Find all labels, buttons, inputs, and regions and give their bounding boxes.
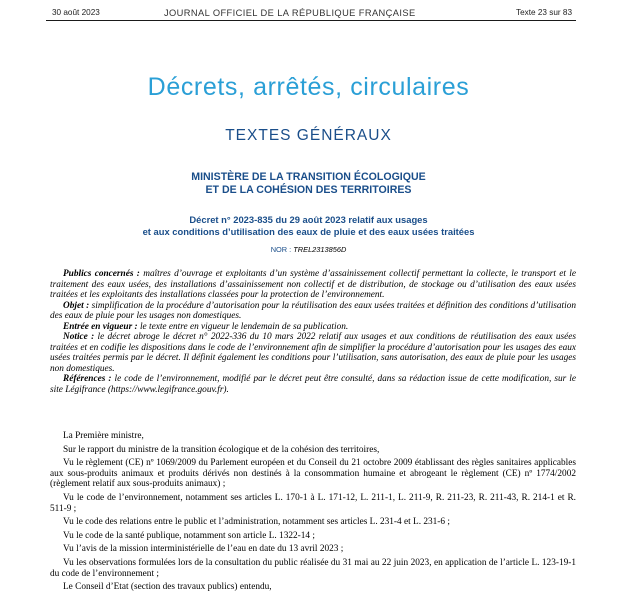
page-header xyxy=(52,8,572,20)
publics-text: maîtres d’ouvrage et exploitants d’un système d’assainissement collectif permettant la collecte, le transport et le traitement des eaux usées, des installations d’assainissement non collectif et de distribution, de stockage ou d’utilisation des eaux usées traitées et les exploitants des installations classées pour la protection de l’environnement. xyxy=(50,269,576,300)
body-paragraph: Le Conseil d’Etat (section des travaux publics) entendu, xyxy=(63,582,272,593)
body-paragraph: Vu les observations formulées lors de la consultation du public réalisée du 31 mai au 22 juin 2023, en application de l’article L. 123-19-1 du code de l’environnement ; xyxy=(50,557,576,579)
body-paragraph: Vu le règlement (CE) nº 1069/2009 du Parlement européen et du Conseil du 21 octobre 2009 établissant des règles sanitaires applicables aux sous-produits animaux et produits dérivés non destinés à la consommation humaine et abrogeant le règlement (CE) nº 1774/2002 (règlement relatif aux sous-produits animaux) ; xyxy=(50,458,576,490)
decree-summary xyxy=(50,269,576,395)
nor-code: TREL2313856D xyxy=(293,245,347,254)
notice-label: Notice : xyxy=(63,332,95,342)
summary-objet xyxy=(50,301,576,322)
ministry-name xyxy=(0,171,617,197)
summary-publics xyxy=(50,269,576,301)
journal-title: JOURNAL OFFICIEL DE LA RÉPUBLIQUE FRANÇAISE xyxy=(164,8,416,18)
ministry-line-1: MINISTÈRE DE LA TRANSITION ÉCOLOGIQUE xyxy=(191,171,426,183)
references-text: le code de l’environnement, modifié par le décret peut être consulté, dans sa rédaction issue de cette modification, sur le site Légifrance (https://www.legifrance.gouv.fr). xyxy=(50,374,576,395)
decree-line-1: Décret n° 2023-835 du 29 août 2023 relatif aux usages xyxy=(189,214,428,225)
body-paragraph: Vu le code des relations entre le public et l’administration, notamment ses articles L. 231-4 et L. 231-6 ; xyxy=(63,517,450,528)
issue-date: 30 août 2023 xyxy=(52,8,100,17)
decree-body xyxy=(50,431,576,596)
body-paragraph: Vu l’avis de la mission interministérielle de l’eau en date du 13 avril 2023 ; xyxy=(63,544,344,555)
header-rule xyxy=(46,20,576,21)
summary-references xyxy=(50,374,576,395)
objet-label: Objet : xyxy=(63,300,90,311)
body-paragraph: Vu le code de la santé publique, notamment son article L. 1322-14 ; xyxy=(63,530,315,541)
nor-label: NOR : xyxy=(270,245,294,254)
text-number: Texte 23 sur 83 xyxy=(516,8,572,17)
summary-notice xyxy=(50,332,576,374)
publics-label: Publics concernés : xyxy=(63,269,140,279)
summary-entree xyxy=(50,322,576,333)
references-label: Références : xyxy=(63,374,112,384)
nor-reference xyxy=(0,245,617,254)
notice-text: le décret abroge le décret n° 2022-336 du 10 mars 2022 relatif aux usages et aux conditions de réutilisation des eaux usées traitées et en codifie les dispositions dans le code de l’environnement afin de simplifier la procédure d’autorisation pour les usages des eaux usées traitées permis par le décret. Il définit également les conditions pour l’utilisation, sans autorisation, des eaux de pluie pour les usages non domestiques. xyxy=(50,332,577,374)
section-title: TEXTES GÉNÉRAUX xyxy=(225,127,392,144)
entree-label: Entrée en vigueur : xyxy=(63,321,138,332)
body-paragraph: Sur le rapport du ministre de la transition écologique et de la cohésion des territoires, xyxy=(63,444,380,455)
entree-text: le texte entre en vigueur le lendemain de sa publication. xyxy=(137,321,349,332)
decree-title xyxy=(0,214,617,238)
objet-text: simplification de la procédure d’autorisation pour la réutilisation des eaux usées traitées et définition des conditions d’utilisation des eaux de pluie pour les usages non domestiques. xyxy=(50,300,577,321)
body-paragraph: La Première ministre, xyxy=(63,431,144,441)
page-title: Décrets, arrêtés, circulaires xyxy=(147,73,470,101)
ministry-line-2: ET DE LA COHÉSION DES TERRITOIRES xyxy=(205,184,412,196)
decree-line-2: et aux conditions d’utilisation des eaux de pluie et des eaux usées traitées xyxy=(142,226,475,237)
body-paragraph: Vu le code de l’environnement, notamment ses articles L. 170-1 à L. 171-12, L. 211-1, L. 211-9, R. 211-23, R. 211-43, R. 214-1 et R. 511-9 ; xyxy=(50,492,576,514)
